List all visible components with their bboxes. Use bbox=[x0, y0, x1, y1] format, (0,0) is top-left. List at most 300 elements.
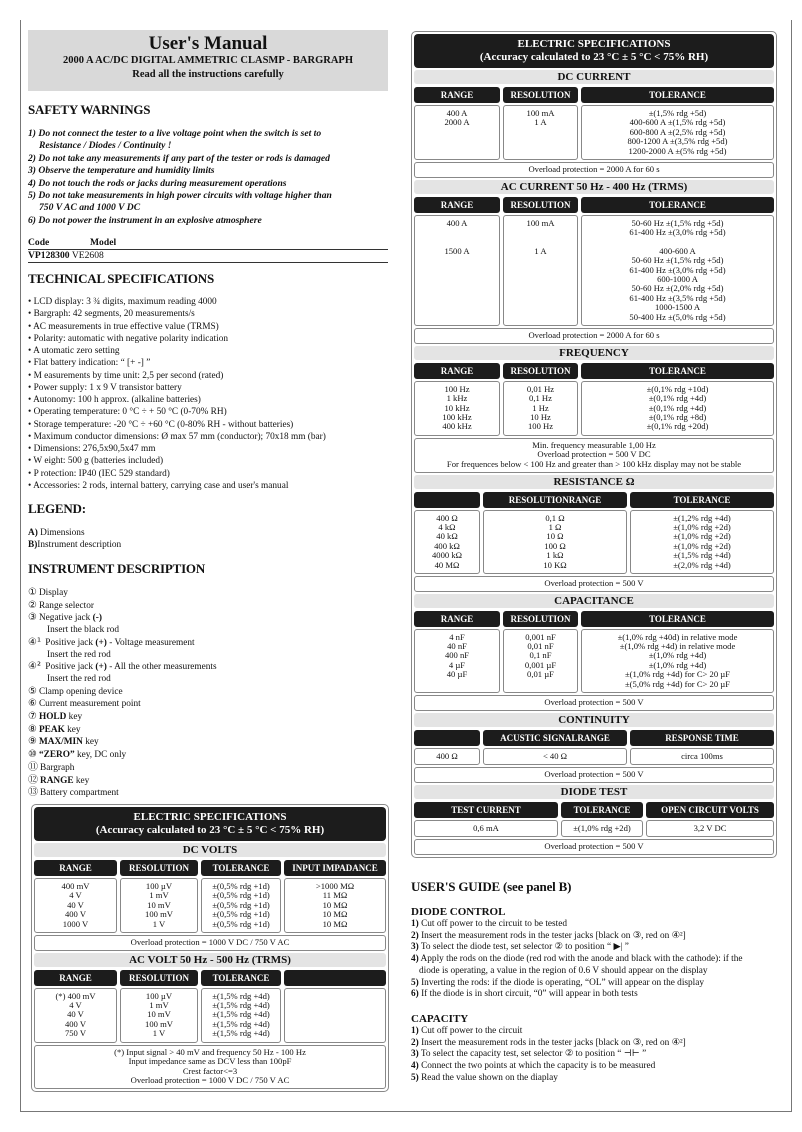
cell-line: 100 µV bbox=[145, 990, 173, 1001]
legend-heading: LEGEND: bbox=[28, 501, 86, 516]
instrument-item bbox=[28, 749, 388, 762]
item-text: RANGE bbox=[40, 775, 74, 786]
data-row bbox=[414, 103, 774, 160]
data-cell bbox=[34, 988, 117, 1043]
step-text: Insert the measurement rods in the tester jacks [black on ③, red on ④²] bbox=[418, 930, 686, 941]
cell-line: ±(1,0% rdg +2d) bbox=[573, 822, 631, 833]
legend-key: A) bbox=[28, 528, 38, 538]
cell-line: 4 nF bbox=[449, 631, 465, 642]
data-cell bbox=[414, 381, 500, 436]
item-text: key, DC only bbox=[74, 750, 127, 761]
cell-line: ±(0,1% rdg +10d) bbox=[646, 383, 709, 394]
section-title: CAPACITANCE bbox=[414, 594, 774, 608]
cell-line: 10 MΩ bbox=[322, 899, 348, 910]
cell-line: ±(1,0% rdg +2d) bbox=[673, 531, 731, 542]
cell-line: 1200-2000 A ±(5% rdg +5d) bbox=[628, 145, 727, 156]
cell-line: ±(0,5% rdg +1d) bbox=[212, 881, 270, 891]
item-text: Negative jack bbox=[38, 613, 93, 624]
item-text: Range selector bbox=[38, 600, 94, 611]
cell-line: ±(0,1% rdg +4d) bbox=[648, 402, 707, 413]
cell-line: 1 V bbox=[152, 1028, 166, 1039]
tech-list bbox=[28, 296, 398, 492]
item-text: key bbox=[73, 775, 90, 786]
item-number-icon: ⑤ bbox=[28, 685, 37, 697]
data-cell bbox=[120, 988, 198, 1043]
guide-section-title: DIODE CONTROL bbox=[411, 906, 506, 918]
cell-line: ±(1,5% rdg +4d) bbox=[212, 990, 270, 1001]
data-cell bbox=[630, 748, 774, 765]
step-text: Connect the two points at which the capacity is to be measured bbox=[418, 1061, 656, 1072]
column-header: TOLERANCE bbox=[201, 970, 281, 986]
cell-line: ±(1,5% rdg +4d) bbox=[673, 550, 731, 561]
cell-line: 40 µF bbox=[446, 669, 468, 680]
legend-key: B) bbox=[28, 540, 38, 550]
cell-line: 400 nF bbox=[444, 650, 470, 661]
item-text: - All the other measurements bbox=[106, 662, 217, 673]
cell-line: ±(1,5% rdg +4d) bbox=[212, 1018, 270, 1029]
guide-step bbox=[411, 1049, 791, 1061]
cell-line: 4 V bbox=[69, 890, 82, 901]
cell-line: 1 mV bbox=[149, 890, 169, 901]
note-line: Overload protection = 2000 A for 60 s bbox=[528, 164, 660, 175]
column-header: TEST CURRENT bbox=[414, 802, 558, 818]
instrument-heading: INSTRUMENT DESCRIPTION bbox=[28, 561, 206, 576]
item-number-icon: ③ bbox=[28, 612, 37, 624]
column-header: RESOLUTION bbox=[120, 970, 198, 986]
cell-line: 400-600 A bbox=[659, 245, 696, 256]
note-line: (*) Input signal > 40 mV and frequency 50 Hz - 100 Hz bbox=[114, 1046, 306, 1057]
cell-line: ±(0,5% rdg +1d) bbox=[212, 918, 270, 929]
item-text: Current measurement point bbox=[38, 699, 141, 710]
safety-warning: 2) Do not take any measurements if any part of the tester or rods is damaged bbox=[28, 152, 330, 164]
legend-item bbox=[28, 539, 121, 551]
spec-bullet: • AC measurements in true effective value (TRMS) bbox=[28, 321, 219, 332]
cell-line: 100 mA bbox=[526, 217, 555, 228]
item-number-icon: ⑧ bbox=[28, 723, 37, 735]
safety-heading: SAFETY WARNINGS bbox=[28, 102, 151, 117]
safety-warning: 4) Do not touch the rods or jacks during measurement operations bbox=[28, 177, 287, 189]
cell-line: 0,01 Hz bbox=[526, 383, 555, 394]
header-row bbox=[34, 860, 386, 876]
item-text: key bbox=[64, 724, 81, 735]
note-line: Overload protection = 500 V bbox=[544, 840, 644, 851]
column-header: RESOLUTION bbox=[503, 87, 578, 103]
spec-bullet: • Dimensions: 276,5x90,5x47 mm bbox=[28, 444, 156, 454]
cell-line: 61-400 Hz ±(3,0% rdg +5d) bbox=[629, 227, 726, 238]
cell-line: 50-60 Hz ±(2,0% rdg +5d) bbox=[631, 283, 724, 294]
data-cell bbox=[414, 105, 500, 160]
column-header: RANGE bbox=[414, 363, 500, 379]
safety-warning: Resistance / Diodes / Continuity ! bbox=[39, 140, 172, 152]
instrument-item bbox=[28, 711, 388, 724]
column-header bbox=[414, 730, 480, 746]
data-row bbox=[34, 986, 386, 1043]
instrument-item bbox=[28, 775, 388, 788]
cell-line: 1 Hz bbox=[532, 402, 549, 413]
header-row bbox=[34, 970, 386, 986]
cell-line: ±(0,1% rdg +20d) bbox=[646, 421, 709, 432]
cell-line: ±(1,0% rdg +2d) bbox=[673, 521, 731, 532]
cell-line: 400 Ω bbox=[436, 512, 458, 523]
section-title: FREQUENCY bbox=[414, 346, 774, 360]
item-number-icon: ⑨ bbox=[28, 736, 37, 748]
cell-line: 40 MΩ bbox=[434, 559, 460, 570]
cell-line: 400 V bbox=[64, 1018, 87, 1029]
cell-line: >1000 MΩ bbox=[315, 881, 355, 891]
cell-line: 0,001 nF bbox=[525, 631, 556, 642]
data-cell bbox=[120, 878, 198, 933]
data-cell bbox=[284, 988, 386, 1043]
cell-line: 1000-1500 A bbox=[654, 302, 701, 313]
step-number: 4) bbox=[411, 1061, 419, 1072]
instrument-item bbox=[28, 612, 388, 625]
data-cell bbox=[581, 629, 774, 693]
column-header: RESOLUTION bbox=[120, 860, 198, 876]
header-row bbox=[414, 802, 774, 818]
item-text: (+) bbox=[95, 637, 107, 648]
data-cell bbox=[414, 820, 558, 837]
read-instructions: Read all the instructions carefully bbox=[132, 69, 284, 80]
cell-line: 61-400 Hz ±(3,5% rdg +5d) bbox=[629, 292, 726, 303]
column-header: RANGE bbox=[414, 611, 500, 627]
item-text: Display bbox=[38, 588, 68, 598]
spec-title bbox=[34, 807, 386, 841]
cell-line: 40 V bbox=[67, 1009, 84, 1020]
cell-line: 100 Hz bbox=[444, 383, 470, 394]
cell-line: 10 Hz bbox=[530, 411, 551, 422]
code-label: Code bbox=[28, 237, 50, 248]
guide-step bbox=[411, 919, 791, 931]
step-text: Insert the measurement rods in the tester jacks [black on ③, red on ④²] bbox=[418, 1037, 686, 1048]
cell-line: ±(1,0% rdg +4d) for C> 20 µF bbox=[624, 669, 731, 680]
cell-line: 400 A bbox=[446, 217, 468, 228]
cell-line: 1 kHz bbox=[446, 393, 468, 404]
step-text: To select the diode test, set selector ② to position “ ▶| ” bbox=[418, 942, 629, 953]
data-cell bbox=[561, 820, 643, 837]
item-text: key bbox=[82, 737, 99, 748]
data-cell bbox=[34, 878, 117, 933]
step-number: 4) bbox=[411, 954, 419, 965]
model-value: VE2608 bbox=[71, 250, 104, 261]
cell-line: 100 mA bbox=[526, 108, 555, 118]
cell-line: 0,6 mA bbox=[473, 822, 499, 833]
overload-note bbox=[414, 576, 774, 592]
header-row bbox=[414, 492, 774, 508]
data-cell bbox=[503, 105, 578, 160]
cell-line: 11 MΩ bbox=[322, 890, 348, 901]
data-cell bbox=[414, 215, 500, 326]
cell-line: ±(0,5% rdg +1d) bbox=[212, 909, 270, 920]
step-text: If the diode is in short circuit, “0” will appear in both tests bbox=[418, 989, 638, 1000]
column-header: TOLERANCE bbox=[630, 492, 774, 508]
safety-warning: 6) Do not power the instrument in an explosive atmosphere bbox=[28, 214, 262, 226]
cell-line: 1 V bbox=[152, 918, 166, 929]
cell-line: 1500 A bbox=[444, 245, 470, 256]
section-title: RESISTANCE Ω bbox=[414, 475, 774, 489]
step-text: Cut off power to the circuit bbox=[418, 1025, 523, 1036]
step-text: Apply the rods on the diode (red rod with the anode and black with the cathode): if the bbox=[418, 954, 743, 965]
spec-bullet: • A utomatic zero setting bbox=[28, 346, 120, 356]
tech-heading: TECHNICAL SPECIFICATIONS bbox=[28, 271, 215, 286]
cell-line: < 40 Ω bbox=[542, 750, 568, 761]
safety-warning: 1) Do not connect the tester to a live voltage point when the switch is set to bbox=[28, 128, 322, 139]
column-header: RESOLUTION bbox=[503, 363, 578, 379]
data-row bbox=[414, 627, 774, 693]
column-header bbox=[414, 492, 480, 508]
cell-line: 10 kHz bbox=[444, 402, 470, 413]
step-number: 2) bbox=[411, 1037, 419, 1048]
instrument-item bbox=[28, 686, 388, 699]
data-row bbox=[414, 213, 774, 326]
column-header: RANGE bbox=[414, 87, 500, 103]
column-header: RANGE bbox=[34, 970, 117, 986]
item-text: “ZERO” bbox=[38, 750, 75, 761]
instrument-item bbox=[28, 724, 388, 737]
note-line: For frequences below < 100 Hz and greater than > 100 kHz display may not be stable bbox=[446, 458, 742, 469]
instrument-item bbox=[28, 587, 388, 600]
safety-warning: 5) Do not take measurements in high power circuits with voltage higher than bbox=[28, 190, 332, 202]
guide-step bbox=[411, 1073, 791, 1085]
cell-line: 100 mV bbox=[145, 1018, 173, 1029]
spec-bullet: • Bargraph: 42 segments, 20 measurements/s bbox=[28, 309, 195, 320]
cell-line: ±(1,0% rdg +40d) in relative mode bbox=[617, 631, 738, 642]
data-cell bbox=[284, 878, 386, 933]
overload-note bbox=[414, 438, 774, 473]
data-row bbox=[414, 818, 774, 837]
cell-line: ±(1,0% rdg +2d) bbox=[673, 540, 731, 551]
data-cell bbox=[414, 510, 480, 574]
header-row bbox=[414, 197, 774, 213]
item-text: Clamp opening device bbox=[38, 686, 123, 697]
header-row bbox=[414, 730, 774, 746]
cell-line: 4000 kΩ bbox=[431, 550, 463, 561]
column-header: RESOLUTION bbox=[503, 611, 578, 627]
note-line: Overload protection = 1000 V DC / 750 V AC bbox=[130, 937, 290, 948]
spec-bullet: • W eight: 500 g (batteries included) bbox=[28, 456, 164, 467]
guide-step bbox=[411, 1026, 791, 1038]
spec-bullet: • Flat battery indication: “ [+ -] ” bbox=[28, 358, 151, 369]
section-title: AC VOLT 50 Hz - 500 Hz (TRMS) bbox=[34, 953, 386, 967]
section-title: DC CURRENT bbox=[414, 70, 774, 84]
spec-bullet: • M easurements by time unit: 2,5 per second (rated) bbox=[28, 370, 224, 381]
spec-bullet: • P rotection: IP40 (IEC 529 standard) bbox=[28, 468, 170, 479]
column-header: RESPONSE TIME bbox=[630, 730, 774, 746]
column-header: TOLERANCE bbox=[581, 197, 774, 213]
overload-note bbox=[34, 935, 386, 951]
step-number: 5) bbox=[411, 1072, 419, 1083]
overload-note bbox=[414, 839, 774, 855]
cell-line: 0,01 nF bbox=[527, 640, 554, 651]
cell-line: ±(1,0% rdg +4d) bbox=[648, 659, 707, 670]
safety-list bbox=[28, 128, 398, 227]
cell-line: 40 V bbox=[67, 899, 84, 910]
item-text: - Voltage measurement bbox=[106, 637, 195, 648]
spec-bullet: • LCD display: 3 ¾ digits, maximum reading 4000 bbox=[28, 297, 217, 307]
column-header: RESOLUTIONRANGE bbox=[483, 492, 627, 508]
code-model-table bbox=[28, 237, 388, 263]
note-line: Min. frequency measurable 1,00 Hz bbox=[532, 439, 656, 450]
title-box bbox=[28, 30, 388, 91]
overload-note bbox=[34, 1045, 386, 1089]
item-subtext: Insert the red rod bbox=[47, 649, 111, 660]
item-text: Positive jack bbox=[42, 637, 96, 648]
spec-bullet: • Power supply: 1 x 9 V transistor battery bbox=[28, 382, 182, 393]
spec-bullet: • Polarity: automatic with negative polarity indication bbox=[28, 333, 228, 344]
spec-title-line: ELECTRIC SPECIFICATIONS bbox=[517, 38, 671, 50]
cell-line: 400 kΩ bbox=[434, 540, 460, 551]
column-header: ACUSTIC SIGNALRANGE bbox=[483, 730, 627, 746]
item-text: Positive jack bbox=[42, 662, 96, 673]
cell-line: 0,01 µF bbox=[527, 669, 554, 680]
cell-line: 1 A bbox=[534, 245, 547, 256]
data-row bbox=[34, 876, 386, 933]
column-header bbox=[284, 970, 386, 986]
cell-line: 10 mV bbox=[147, 1009, 171, 1020]
step-number: 3) bbox=[411, 942, 419, 953]
section-title: DIODE TEST bbox=[414, 785, 774, 799]
column-header: TOLERANCE bbox=[561, 802, 643, 818]
overload-note bbox=[414, 162, 774, 178]
cell-line: 1 kΩ bbox=[546, 550, 564, 561]
data-cell bbox=[201, 988, 281, 1043]
spec-title-line: (Accuracy calculated to 23 °C ± 5 °C < 75% RH) bbox=[479, 51, 709, 63]
spec-box-current bbox=[411, 31, 777, 858]
overload-note bbox=[414, 767, 774, 783]
cell-line: 10 MΩ bbox=[322, 918, 348, 929]
cell-line: 4 V bbox=[69, 1000, 82, 1011]
cell-line: 4 µF bbox=[448, 659, 466, 670]
note-line: Input impedance same as DCV less than 100pF bbox=[128, 1056, 292, 1067]
model-label: Model bbox=[90, 237, 117, 248]
cell-line: ±(0,5% rdg +1d) bbox=[212, 899, 270, 910]
cell-line: 400 mV bbox=[61, 881, 90, 891]
instrument-item bbox=[28, 736, 388, 749]
data-cell bbox=[581, 381, 774, 436]
data-cell bbox=[483, 510, 627, 574]
cell-line: 1 A bbox=[534, 117, 547, 128]
section-title: DC VOLTS bbox=[34, 843, 386, 857]
cell-line: 1000 V bbox=[62, 918, 89, 929]
item-number-icon: ⑦ bbox=[28, 711, 37, 723]
spec-bullet: • Operating temperature: 0 °C ÷ + 50 °C (0-70% RH) bbox=[28, 407, 227, 418]
cell-line: 750 V bbox=[64, 1028, 87, 1039]
step-number: 1) bbox=[411, 919, 419, 929]
step-text: Inverting the rods: if the diode is operating, “OL” will appear on the display bbox=[418, 977, 705, 988]
step-text: Read the value shown on the diaplay bbox=[418, 1072, 558, 1083]
cell-line: ±(5,0% rdg +4d) for C> 20 µF bbox=[624, 678, 731, 689]
instrument-item bbox=[28, 600, 388, 613]
item-number-icon: ⑫ bbox=[28, 774, 38, 786]
cell-line: 2000 A bbox=[444, 117, 470, 128]
instrument-item bbox=[28, 787, 388, 800]
step-number: 3) bbox=[411, 1049, 419, 1060]
cell-line: 400-600 A ±(1,5% rdg +5d) bbox=[629, 117, 726, 128]
cell-line: 10 Ω bbox=[546, 531, 564, 542]
step-number: 1) bbox=[411, 1025, 419, 1036]
cell-line: 10 MΩ bbox=[322, 909, 348, 920]
cell-line: 50-400 Hz ±(5,0% rdg +5d) bbox=[629, 311, 726, 322]
step-text-cont: diode is operating, a value in the region of 0.6 V should appear on the display bbox=[419, 965, 708, 976]
cell-line: ±(1,5% rdg +4d) bbox=[212, 1000, 270, 1011]
step-text: Cut off power to the circuit to be tested bbox=[418, 919, 568, 929]
column-header: OPEN CIRCUIT VOLTS bbox=[646, 802, 774, 818]
header-row bbox=[414, 87, 774, 103]
column-header: TOLERANCE bbox=[201, 860, 281, 876]
cell-line: 61-400 Hz ±(3,0% rdg +5d) bbox=[629, 264, 726, 275]
item-number-icon: ① bbox=[28, 587, 37, 598]
item-text: HOLD bbox=[38, 712, 67, 723]
spec-bullet: • Accessories: 2 rods, internal battery, carrying case and user's manual bbox=[28, 480, 289, 491]
data-cell bbox=[201, 878, 281, 933]
header-row bbox=[414, 611, 774, 627]
manual-title: User's Manual bbox=[148, 33, 268, 54]
cell-line: 40 nF bbox=[447, 640, 467, 651]
guide-step bbox=[411, 1038, 791, 1050]
guide-step bbox=[411, 942, 791, 954]
step-text: To select the capacity test, set selector ② to position “ ⊣⊢ ” bbox=[418, 1049, 647, 1060]
note-line: Overload protection = 2000 A for 60 s bbox=[528, 330, 660, 341]
product-subtitle: 2000 A AC/DC DIGITAL AMMETRIC CLASMP - BARGRAPH bbox=[62, 55, 354, 66]
spec-title bbox=[414, 34, 774, 68]
legend-text: Dimensions bbox=[37, 528, 85, 538]
guide-step bbox=[411, 1061, 791, 1073]
cell-line: 4 kΩ bbox=[438, 521, 456, 532]
guide-step bbox=[411, 954, 791, 966]
cell-line: 100 mV bbox=[145, 909, 173, 920]
item-number-icon: ④² bbox=[28, 661, 41, 673]
cell-line: 400 Ω bbox=[436, 750, 458, 761]
instrument-item bbox=[28, 661, 388, 674]
cell-line: 800-1200 A ±(3,5% rdg +5d) bbox=[627, 136, 728, 147]
cell-line: ±(2,0% rdg +4d) bbox=[673, 559, 731, 570]
item-subtext: Insert the black rod bbox=[47, 625, 120, 636]
note-line: Overload protection = 1000 V DC / 750 V AC bbox=[130, 1075, 290, 1086]
data-cell bbox=[414, 748, 480, 765]
cell-line: ±(1,2% rdg +4d) bbox=[673, 512, 731, 523]
guide-step bbox=[411, 931, 791, 943]
overload-note bbox=[414, 695, 774, 711]
safety-warning: 3) Observe the temperature and humidity limits bbox=[28, 165, 215, 177]
item-text: MAX/MIN bbox=[38, 737, 83, 748]
legend-list bbox=[28, 527, 121, 551]
spec-bullet: • Storage temperature: -20 °C ÷ +60 °C (0-80% RH - without batteries) bbox=[28, 419, 294, 430]
users-guide bbox=[411, 880, 791, 1084]
safety-warning: 750 V AC and 1000 V DC bbox=[39, 202, 141, 214]
cell-line: 0,1 nF bbox=[529, 650, 552, 661]
section-title: AC CURRENT 50 Hz - 400 Hz (TRMS) bbox=[414, 180, 774, 194]
cell-line: ±(1,5% rdg +4d) bbox=[212, 1009, 270, 1020]
note-line: Overload protection = 500 V DC bbox=[537, 449, 651, 460]
cell-line: ±(1,0% rdg +4d) in relative mode bbox=[619, 640, 736, 651]
cell-line: 0,1 Ω bbox=[545, 512, 565, 523]
overload-note bbox=[414, 328, 774, 344]
item-number-icon: ⑬ bbox=[28, 787, 38, 799]
cell-line: 0,1 Hz bbox=[529, 393, 552, 404]
cell-line: (*) 400 mV bbox=[55, 990, 96, 1001]
code-value: VP128300 bbox=[28, 250, 70, 261]
item-number-icon: ② bbox=[28, 599, 37, 611]
note-line: Crest factor<=3 bbox=[182, 1065, 238, 1076]
item-number-icon: ⑥ bbox=[28, 698, 37, 710]
header-row bbox=[414, 363, 774, 379]
guide-section-title: CAPACITY bbox=[411, 1012, 469, 1025]
note-line: Overload protection = 500 V bbox=[544, 577, 644, 588]
cell-line: 3,2 V DC bbox=[693, 822, 727, 833]
cell-line: 100 Hz bbox=[527, 421, 554, 432]
column-header: TOLERANCE bbox=[581, 87, 774, 103]
cell-line: 100 µV bbox=[145, 881, 173, 891]
step-number: 5) bbox=[411, 977, 419, 988]
